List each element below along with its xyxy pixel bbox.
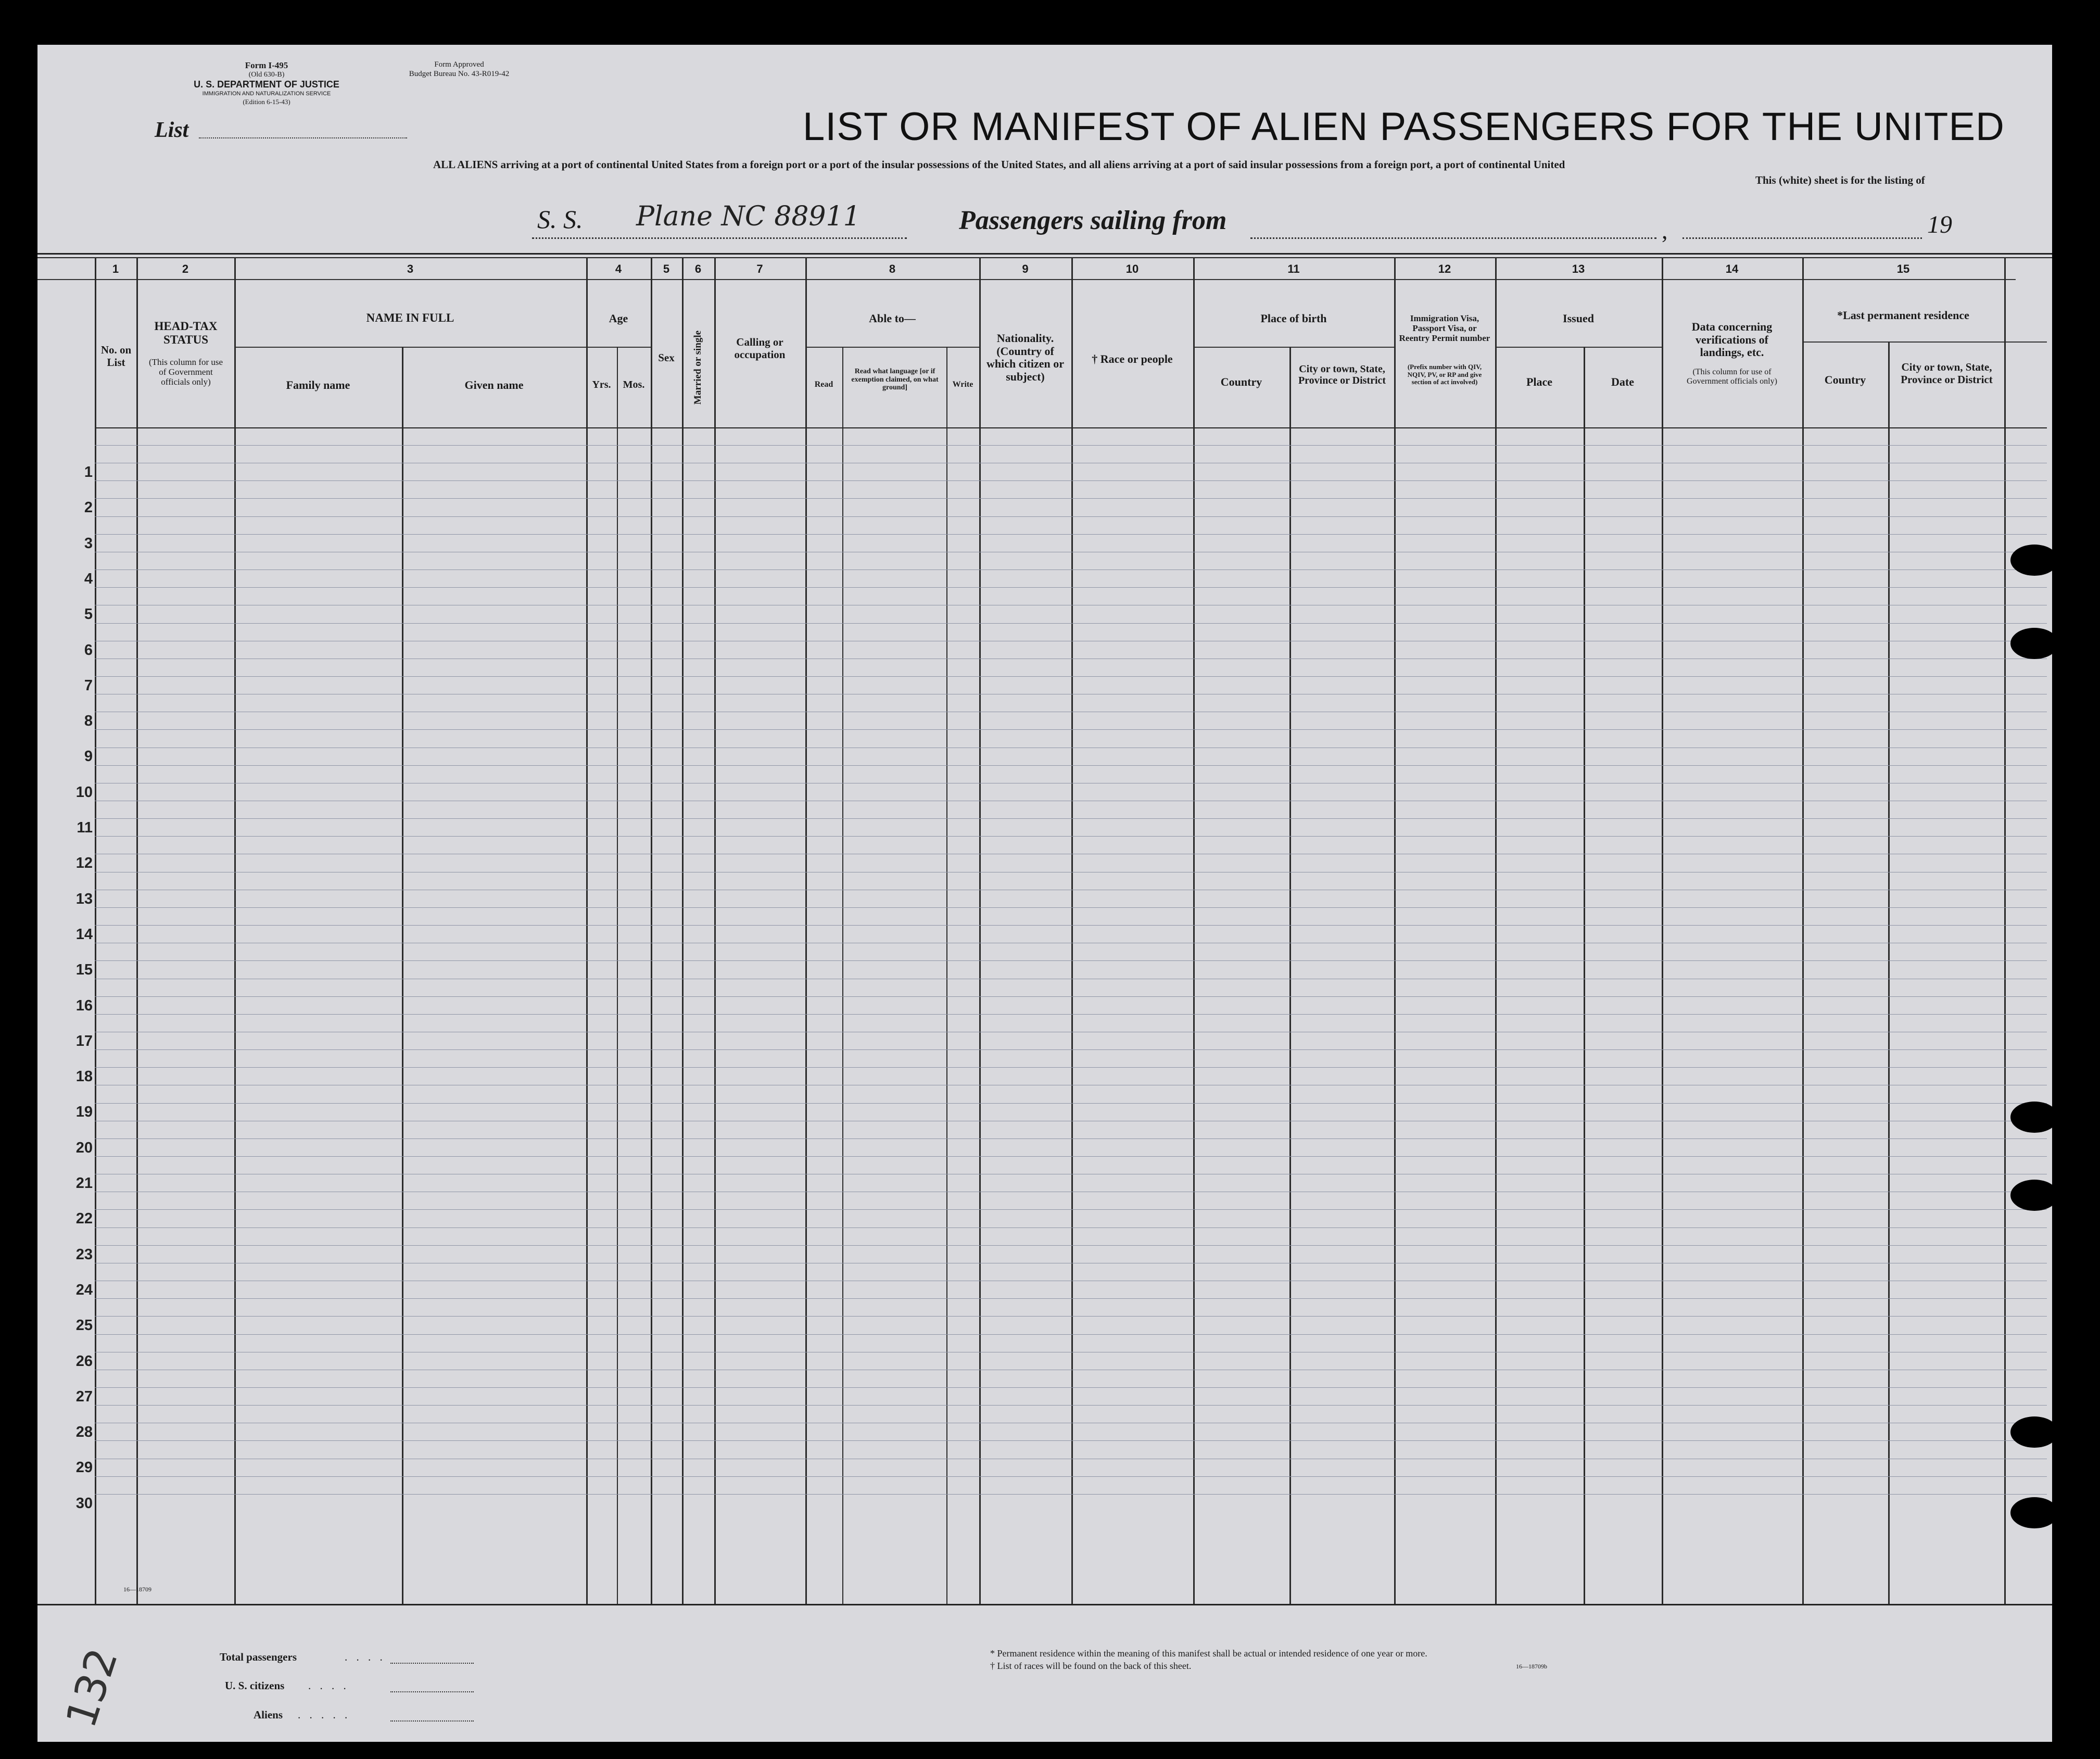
form-number: Form I-495 [245,60,288,70]
age-subheader-line [586,347,651,348]
punch-hole [2010,1102,2058,1133]
row-number: 29 [75,1459,93,1476]
aliens-label: Aliens [254,1709,283,1721]
col-line [1495,257,1497,1604]
subtitle-line1: ALL ALIENS arriving at a port of continental United States from a foreign port or a port of the insular possessions of the United States, and all aliens arriving at a port of said insular possessions from a foreign port, a port of continental United [433,158,1565,171]
header-country: Country [1220,375,1262,388]
column-number-divider [37,279,2016,280]
col-line [1662,257,1663,1604]
header-date: Date [1611,375,1634,388]
row-number: 27 [75,1388,93,1405]
row-number: 15 [75,961,93,979]
col-line [95,257,96,1604]
ruled-line [95,1014,2047,1015]
ruled-line [95,1476,2047,1477]
sailing-label: Passengers sailing from [959,206,1227,235]
form-approved: Form Approved [434,60,484,69]
row-number: 5 [84,606,93,623]
us-citizens-field[interactable] [390,1691,474,1692]
col-line [1193,257,1195,1604]
row-number: 18 [75,1068,93,1085]
header-no-on-list: No. on List [100,344,132,369]
col-line [402,347,403,1604]
ss-label: S. S. [537,205,583,234]
ruled-line [95,1387,2047,1388]
col-num-8: 8 [889,262,896,275]
ruled-line [95,1103,2047,1104]
ruled-line [95,1298,2047,1299]
header-write: Write [952,380,973,389]
ruled-line [95,676,2047,677]
row-number: 13 [75,890,93,907]
manifest-sheet [37,45,2052,1742]
sailing-from-field[interactable] [1250,237,1656,239]
page-title: LIST OR MANIFEST OF ALIEN PASSENGERS FOR THE UNITED [803,105,2005,149]
row-number: 7 [84,677,93,694]
col-num-3: 3 [407,262,414,275]
ruled-line [95,534,2047,535]
header-data-note: (This column for use of Government officials only) [1687,368,1777,386]
department: U. S. DEPARTMENT OF JUSTICE [194,79,339,90]
year-label: 19 [1927,211,1952,238]
table-top-border-2 [37,257,2052,258]
punch-hole [2010,1497,2058,1528]
punch-hole [2010,1180,2058,1211]
aliens-field[interactable] [390,1720,474,1722]
header-last-residence: *Last permanent residence [1837,309,1969,322]
list-label: List [155,118,189,142]
header-read: Read [814,380,833,389]
col-line [946,347,947,1604]
row-number: 25 [75,1317,93,1334]
comma: , [1662,217,1668,244]
row-number: 6 [84,641,93,659]
ruled-line [95,1245,2047,1246]
print-code-2: 16—18709b [1516,1663,1547,1670]
ruled-line [95,445,2047,446]
row-number: 22 [75,1210,93,1227]
col-num-10: 10 [1125,262,1139,275]
header-head-tax: HEAD-TAX STATUS [154,320,218,346]
row-number: 3 [84,535,93,552]
row-number: 19 [75,1104,93,1121]
able-subheader-line [805,347,979,348]
ruled-line [95,729,2047,730]
header-calling: Calling or occupation [734,336,786,361]
header-data-concerning: Data concerning verifications of landings, etc. [1691,320,1773,359]
leader-dots: . . . . [308,1679,349,1692]
edition: (Edition 6-15-43) [243,98,290,106]
header-name-in-full: NAME IN FULL [366,311,454,324]
us-citizens-label: U. S. citizens [225,1679,285,1692]
ruled-line [95,1334,2047,1335]
header-city: City or town, State, Province or District [1298,363,1386,387]
date-field[interactable] [1682,237,1922,239]
row-number: 2 [84,499,93,516]
col-num-15: 15 [1896,262,1910,275]
col-line [617,347,618,1604]
ruled-line [95,836,2047,837]
print-code: 16—18709 [123,1586,151,1593]
leader-dots: . . . . . [298,1709,351,1721]
col-num-4: 4 [615,262,622,275]
col-line [979,257,981,1604]
col-num-12: 12 [1438,262,1451,275]
birth-subheader-line [1193,347,1394,348]
col-num-14: 14 [1725,262,1739,275]
ruled-line [95,765,2047,766]
table-bottom-border [37,1604,2052,1605]
footnote-races: † List of races will be found on the back of this sheet. [990,1661,1192,1671]
header-head-tax-note: (This column for use of Government officials only) [148,357,223,387]
row-number: 28 [75,1424,93,1441]
row-number: 26 [75,1352,93,1370]
header-nationality: Nationality. (Country of which citizen or subject) [986,332,1065,383]
col-line [586,257,588,1604]
row-number: 12 [75,855,93,872]
col-line [805,257,807,1604]
issued-subheader-line [1495,347,1662,348]
col-line [1802,257,1804,1604]
col-num-9: 9 [1022,262,1029,275]
ruled-line [95,587,2047,588]
col-num-7: 7 [756,262,763,275]
list-underline [199,137,407,138]
header-place-of-birth: Place of birth [1260,312,1327,325]
handwritten-number: 132 [56,1642,128,1733]
row-number: 4 [84,570,93,587]
col-line [2004,257,2006,1604]
col-num-13: 13 [1572,262,1585,275]
punch-hole [2010,628,2058,659]
header-family-name: Family name [286,378,350,391]
header-place: Place [1526,375,1553,388]
ruled-line [95,1156,2047,1157]
ruled-line [95,1209,2047,1210]
header-mos: Mos. [623,379,645,390]
ruled-line [95,480,2047,481]
ruled-line [95,1138,2047,1139]
header-country-2: Country [1824,373,1866,386]
old-form-number: (Old 630-B) [248,71,285,79]
subtitle-line2: This (white) sheet is for the listing of [1755,174,1925,186]
header-read-language: Read what language [or if exemption claimed, on what ground] [851,368,939,392]
col-line [714,257,716,1604]
ruled-line [95,623,2047,624]
punch-hole [2010,1416,2058,1448]
header-able-to: Able to— [869,312,916,325]
ruled-line [95,925,2047,926]
punch-hole [2010,545,2058,576]
col-num-5: 5 [663,262,670,275]
table-top-border [37,253,2052,255]
col-line [682,257,684,1604]
header-married: Married or single [692,330,703,405]
col-line [1394,257,1396,1604]
ruled-line [95,1227,2047,1228]
ruled-line [95,1067,2047,1068]
col-line [1584,347,1585,1604]
total-passengers-field[interactable] [390,1663,474,1664]
col-num-11: 11 [1287,262,1300,275]
header-age: Age [609,312,628,325]
header-given-name: Given name [464,378,524,391]
col-line [1289,347,1291,1604]
header-bottom-border [95,427,2047,428]
header-sex: Sex [658,351,675,364]
col-num-2: 2 [182,262,189,275]
ruled-line [95,1049,2047,1050]
ss-underline [532,237,907,239]
residence-subheader-line [1802,341,2047,343]
row-number: 23 [75,1246,93,1263]
row-number: 24 [75,1281,93,1298]
ruled-line [95,516,2047,517]
col-line [136,257,138,1604]
total-passengers-label: Total passengers [220,1651,297,1663]
row-number: 14 [75,926,93,943]
header-city-2: City or town, State, Province or District [1901,361,1993,386]
col-num-1: 1 [112,262,119,275]
header-immigration-visa: Immigration Visa, Passport Visa, or Reentry Permit number [1399,313,1490,344]
ss-handwritten-name: Plane NC 88911 [636,201,861,232]
service: IMMIGRATION AND NATURALIZATION SERVICE [202,91,331,97]
row-number: 8 [84,713,93,730]
col-line [1888,341,1890,1604]
ruled-line [95,818,2047,819]
row-number: 11 [77,819,93,836]
col-line [1071,257,1073,1604]
row-number: 16 [75,997,93,1014]
col-line [842,347,843,1604]
col-line [234,257,236,1604]
header-issued: Issued [1563,312,1594,325]
ruled-line [95,1440,2047,1441]
ruled-line [95,996,2047,997]
row-number: 17 [75,1032,93,1049]
ruled-line [95,1405,2047,1406]
row-number: 9 [84,748,93,765]
footnote-residence: * Permanent residence within the meaning of this manifest shall be actual or intended residence of one year or more. [990,1648,1427,1659]
header-yrs: Yrs. [592,379,611,390]
row-number: 20 [75,1139,93,1156]
budget-bureau: Budget Bureau No. 43-R019-42 [409,70,510,78]
col-line [651,257,652,1604]
row-number: 21 [75,1175,93,1192]
leader-dots: . . . . [345,1651,386,1663]
header-visa-note: (Prefix number with QIV, NQIV, PV, or RP and give section of act involved) [1407,363,1482,386]
name-subheader-line [234,347,586,348]
row-number: 30 [75,1495,93,1512]
row-number: 1 [84,464,93,480]
ruled-line [95,1316,2047,1317]
header-race: † Race or people [1092,352,1173,365]
row-number: 10 [75,783,93,801]
col-num-6: 6 [694,262,702,275]
ruled-line [95,1494,2047,1495]
ruled-line [95,960,2047,961]
ruled-line [95,907,2047,908]
ruled-line [95,498,2047,499]
